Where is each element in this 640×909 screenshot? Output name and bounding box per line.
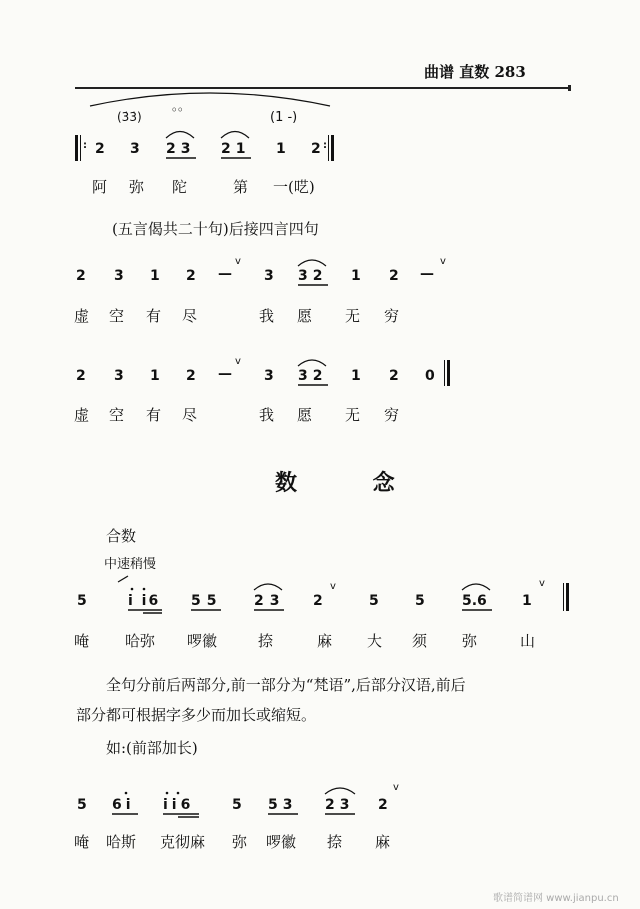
lyric: 须 (412, 632, 428, 650)
lyric: 弥 (232, 833, 248, 851)
note: 6i (112, 797, 135, 813)
octave-dot (125, 792, 128, 795)
lyric: 我 (259, 406, 275, 424)
dash: — (420, 266, 434, 282)
note: 2 (389, 368, 399, 384)
lyric: 克彻麻 (160, 833, 206, 851)
note: ii6 (163, 797, 195, 813)
breath-mark: v (330, 581, 336, 592)
note: 23 (166, 141, 196, 157)
slur (254, 584, 282, 590)
octave-dot (143, 588, 146, 591)
note: 3 (264, 368, 274, 384)
section-title: 数 念 (275, 470, 429, 496)
lyric: 穷 (384, 307, 400, 325)
octave-dot (131, 588, 134, 591)
lyric: 弥 (129, 178, 145, 196)
note: 5 (415, 593, 425, 609)
note: 2 (76, 368, 86, 384)
note: 2 (95, 141, 105, 157)
slur (325, 788, 355, 794)
note: 3 (130, 141, 140, 157)
note: 1 (276, 141, 286, 157)
note: 1 (351, 368, 361, 384)
note: 2 (389, 268, 399, 284)
lyric: 第 (233, 178, 249, 196)
note: 23 (254, 593, 286, 609)
slur (462, 584, 490, 590)
lyric: 啰徽 (187, 632, 218, 650)
note: 2 (378, 797, 388, 813)
lyric: 尽 (182, 307, 198, 325)
tempo-marking: 中速稍慢 (104, 557, 157, 572)
note: 2 (311, 141, 321, 157)
lyric: 有 (146, 406, 162, 424)
lyric: 陀 (172, 178, 188, 196)
note: 5 (369, 593, 379, 609)
lyric: 虚 (74, 406, 90, 424)
lyric: 山 (520, 632, 536, 650)
paragraph-line-2: 部分都可根据字多少而加长或缩短。 (76, 706, 317, 724)
lyric: 虚 (74, 307, 90, 325)
note: 1 (150, 368, 160, 384)
note: 5 (77, 797, 87, 813)
note: 1 (150, 268, 160, 284)
lyric: 无 (345, 406, 361, 424)
lyric: 啰徽 (266, 833, 297, 851)
lyric: 愿 (297, 307, 313, 325)
lyric: 阿 (92, 178, 108, 196)
dash: — (218, 366, 232, 382)
slur (166, 132, 194, 139)
lyric: (呓) (288, 178, 315, 196)
note: 32 (298, 268, 328, 284)
breath-mark: v (235, 356, 241, 367)
above-note-3: (1 -) (270, 110, 298, 125)
breath-mark: v (393, 782, 399, 793)
watermark: 歌谱简谱网 www.jianpu.cn (493, 893, 619, 904)
section-label: 合数 (106, 527, 137, 545)
lyric: 捺 (327, 833, 343, 851)
lyric: 我 (259, 307, 275, 325)
note: 55 (191, 593, 223, 609)
lyric: 穷 (384, 406, 400, 424)
accent-mark (118, 576, 128, 582)
lyric: 空 (109, 307, 125, 325)
lyric: 唵 (74, 632, 90, 650)
note: 2 (186, 268, 196, 284)
lyric: 尽 (182, 406, 198, 424)
note: 0 (425, 368, 435, 384)
note: 2 (313, 593, 323, 609)
lyric: 哈斯 (106, 833, 137, 851)
lyric: 捺 (258, 632, 274, 650)
note: 1 (351, 268, 361, 284)
lyric: 空 (109, 406, 125, 424)
note: 5.6 (462, 593, 487, 609)
slur (221, 132, 249, 139)
paragraph-line-1: 全句分前后两部分,前一部分为“梵语”,后部分汉语,前后 (106, 676, 466, 694)
note: 21 (221, 141, 251, 157)
note: 2 (76, 268, 86, 284)
note: 3 (114, 368, 124, 384)
note: 32 (298, 368, 328, 384)
note: 5 (77, 593, 87, 609)
slur (298, 260, 326, 266)
lyric: 麻 (375, 833, 391, 851)
performance-note: (五言偈共二十句)后接四言四句 (112, 220, 319, 238)
lyric: 麻 (317, 632, 333, 650)
breath-mark: v (235, 256, 241, 267)
lyric: 有 (146, 307, 162, 325)
example-label: 如:(前部加长) (106, 739, 198, 757)
note: 5 (232, 797, 242, 813)
note: i i6 (128, 593, 161, 609)
octave-dot (177, 792, 180, 795)
lyric: 弥 (462, 632, 478, 650)
slur (298, 360, 326, 366)
note: 3 (264, 268, 274, 284)
note: 3 (114, 268, 124, 284)
lyric: 唵 (74, 833, 90, 851)
note: 2 (186, 368, 196, 384)
lyric: 愿 (297, 406, 313, 424)
octave-dot (166, 792, 169, 795)
dash: — (218, 266, 232, 282)
above-note-2: 。。 (172, 99, 191, 113)
lyric: 哈弥 (125, 632, 156, 650)
above-note-1: (3̇3̇) (117, 110, 142, 124)
lyric: 大 (367, 632, 383, 650)
breath-mark: v (440, 256, 446, 267)
lyric: 一 (273, 178, 289, 196)
slur (90, 93, 330, 106)
note: 53 (268, 797, 298, 813)
note: 1 (522, 593, 532, 609)
note: 23 (325, 797, 355, 813)
breath-mark: v (539, 578, 545, 589)
page-header: 曲谱 直数 283 (424, 63, 526, 81)
lyric: 无 (345, 307, 361, 325)
